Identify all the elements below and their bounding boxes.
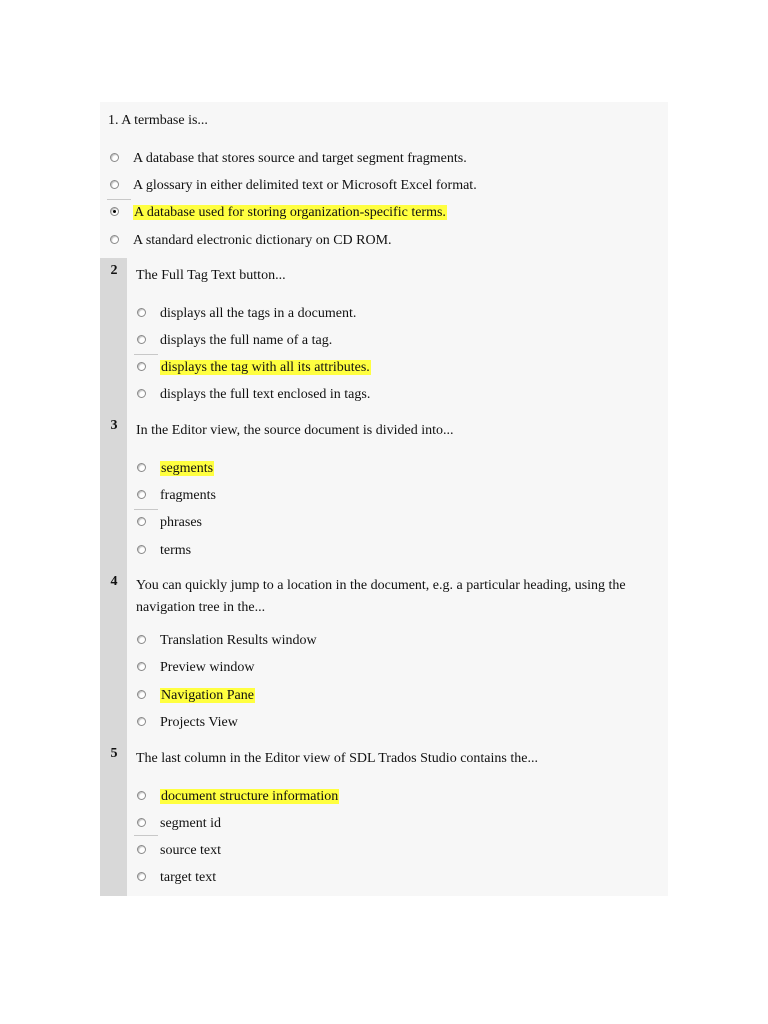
q1-option-4-radio[interactable] [110, 235, 119, 244]
q5-option-4-radio[interactable] [137, 872, 146, 881]
divider [134, 509, 158, 510]
q3-option-3-label: phrases [160, 515, 202, 530]
question-4-text: You can quickly jump to a location in the document, e.g. a particular heading, using the navigation tree in the... [136, 578, 626, 615]
q3-option-1-radio[interactable] [137, 463, 146, 472]
q4-option-1-radio[interactable] [137, 635, 146, 644]
q3-option-4-label: terms [160, 543, 192, 558]
q1-option-1-label: A database that stores source and target segment fragments. [133, 151, 467, 166]
q1-option-4-label: A standard electronic dictionary on CD ROM. [133, 233, 392, 248]
q4-option-2-radio[interactable] [137, 662, 146, 671]
q3-option-3-radio[interactable] [137, 517, 146, 526]
q2-option-3-radio[interactable] [137, 362, 146, 371]
divider [134, 835, 158, 836]
question-2-number: 2 [110, 263, 118, 278]
q4-option-2-label: Preview window [160, 660, 255, 675]
q5-option-2-label: segment id [160, 816, 222, 831]
q2-option-2-label: displays the full name of a tag. [160, 333, 333, 348]
answer-highlight: displays the tag with all its attributes. [161, 360, 370, 375]
question-2-text: The Full Tag Text button... [136, 268, 286, 283]
q2-option-1-label: displays all the tags in a document. [160, 306, 357, 321]
q3-option-4-radio[interactable] [137, 545, 146, 554]
q4-option-3-radio[interactable] [137, 690, 146, 699]
question-3-number: 3 [110, 418, 118, 433]
q3-option-1-label [160, 459, 214, 479]
q5-option-3-label: source text [160, 843, 222, 858]
q4-option-1-label: Translation Results window [160, 633, 317, 648]
q5-option-4-label: target text [160, 870, 217, 885]
question-5-number: 5 [110, 746, 118, 761]
question-5-text: The last column in the Editor view of SDL Trados Studio contains the... [136, 751, 538, 766]
divider [134, 354, 158, 355]
q2-option-3-label [160, 358, 371, 378]
q1-option-1-radio[interactable] [110, 153, 119, 162]
q2-option-4-radio[interactable] [137, 389, 146, 398]
q1-option-3-label [133, 203, 447, 223]
answer-highlight: A database used for storing organization-specific terms. [134, 205, 446, 220]
q1-option-2-radio[interactable] [110, 180, 119, 189]
answer-highlight: document structure information [161, 789, 339, 804]
q1-option-2-label: A glossary in either delimited text or Microsoft Excel format. [133, 178, 477, 193]
q2-option-1-radio[interactable] [137, 308, 146, 317]
q2-option-2-radio[interactable] [137, 335, 146, 344]
question-3-text: In the Editor view, the source document is divided into... [136, 423, 454, 438]
q1-option-3-radio[interactable] [110, 207, 119, 216]
q3-option-2-label: fragments [160, 488, 216, 503]
question-4-number: 4 [110, 574, 118, 589]
q3-option-2-radio[interactable] [137, 490, 146, 499]
q5-option-1-label [160, 787, 339, 807]
q4-option-4-label: Projects View [160, 715, 238, 730]
question-1-text: 1. A termbase is... [108, 113, 208, 128]
answer-highlight: segments [161, 461, 214, 476]
divider [107, 199, 131, 200]
q5-option-3-radio[interactable] [137, 845, 146, 854]
q4-option-4-radio[interactable] [137, 717, 146, 726]
q5-option-1-radio[interactable] [137, 791, 146, 800]
q4-option-3-label [160, 686, 255, 706]
answer-highlight: Navigation Pane [161, 688, 254, 703]
q2-option-4-label: displays the full text enclosed in tags. [160, 387, 371, 402]
q5-option-2-radio[interactable] [137, 818, 146, 827]
